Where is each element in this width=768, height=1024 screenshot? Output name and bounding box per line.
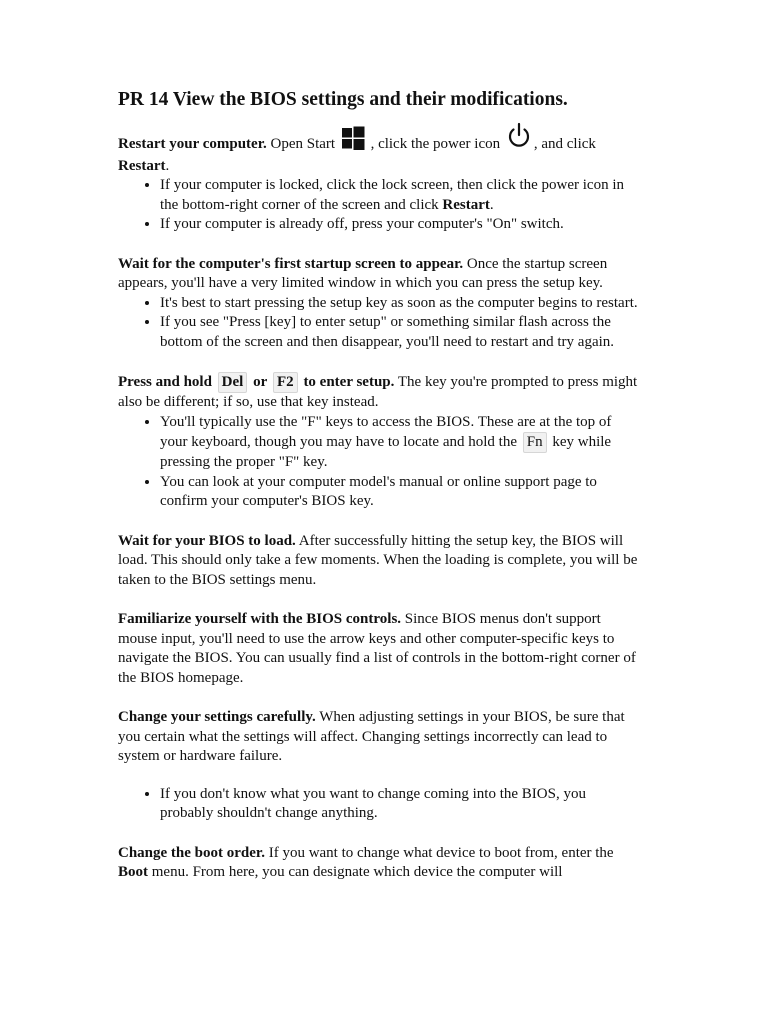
- paragraph: Wait for the computer's first startup screen to appear. Once the startup screen appears, you'll have a very limited window in which you can press the setup key.: [118, 255, 608, 291]
- step-heading: Change the boot order.: [118, 844, 265, 861]
- bullet-list: [118, 294, 638, 353]
- section-boot-order: [118, 844, 638, 883]
- paragraph: Change your settings carefully. When adjusting settings in your BIOS, be sure that you certain what the settings will affect. Changing settings incorrectly can lead to system or hardware failure.: [118, 709, 625, 764]
- list-item: • You'll typically use the "F" keys to access the BIOS. These are at the top of your keyboard, though you may have to locate and hold the Fn key while pressing the proper "F" key.: [160, 413, 638, 473]
- paragraph: Wait for your BIOS to load. After successfully hitting the setup key, the BIOS will load. This should only take a few moments. When the loading is complete, you will be taken to the BIOS settings menu.: [118, 532, 638, 588]
- paragraph: Familiarize yourself with the BIOS controls. Since BIOS menus don't support mouse input, you'll need to use the arrow keys and other computer-specific keys to navigate the BIOS. You can usually find a list of controls in the bottom-right corner of the BIOS homepage.: [118, 611, 636, 686]
- step-heading: Wait for your BIOS to load.: [118, 532, 296, 549]
- bullet-list: [118, 413, 638, 512]
- step-heading: Restart your computer.: [118, 136, 267, 152]
- section-bios-load: [118, 532, 638, 591]
- bullet-list: [118, 785, 638, 824]
- list-item: • If your computer is already off, press your computer's "On" switch.: [160, 215, 638, 235]
- section-bios-controls: [118, 610, 638, 688]
- power-icon: [506, 122, 532, 157]
- list-item: • You can look at your computer model's manual or online support page to confirm your computer's BIOS key.: [160, 473, 638, 512]
- list-item: • It's best to start pressing the setup key as soon as the computer begins to restart.: [160, 294, 638, 314]
- key-fn: Fn: [523, 432, 547, 453]
- key-f2: F2: [273, 372, 298, 393]
- section-startup-screen: [118, 255, 638, 353]
- list-item: • If you see "Press [key] to enter setup" or something similar flash across the bottom of the screen and then disappear, you'll need to restart and try again.: [160, 313, 638, 352]
- section-change-settings: [118, 708, 638, 824]
- page-title: PR 14 View the BIOS settings and their modifications.: [118, 89, 568, 110]
- step-heading: Familiarize yourself with the BIOS controls.: [118, 611, 402, 627]
- paragraph: Press and hold Del or F2 to enter setup. The key you're prompted to press might also be different; if so, use that key instead.: [118, 374, 638, 410]
- document-body: [118, 88, 638, 883]
- paragraph: Restart your computer. Open Start , click the power icon , and click Restart.: [118, 122, 638, 176]
- paragraph: Change the boot order. If you want to change what device to boot from, enter the Boot menu. From here, you can designate which device the computer will: [118, 844, 614, 880]
- bullet-list: [118, 176, 638, 235]
- key-del: Del: [218, 372, 248, 393]
- section-restart: [118, 122, 638, 235]
- section-enter-setup: [118, 372, 638, 512]
- step-heading: Wait for the computer's first startup screen to appear.: [118, 255, 464, 272]
- step-heading: Press and hold: [118, 374, 212, 390]
- list-item: • If you don't know what you want to change coming into the BIOS, you probably shouldn't change anything.: [160, 785, 638, 824]
- windows-logo-icon: [341, 126, 365, 157]
- list-item: • If your computer is locked, click the lock screen, then click the power icon in the bottom-right corner of the screen and click Restart.: [160, 176, 638, 215]
- step-heading: Change your settings carefully.: [118, 709, 316, 725]
